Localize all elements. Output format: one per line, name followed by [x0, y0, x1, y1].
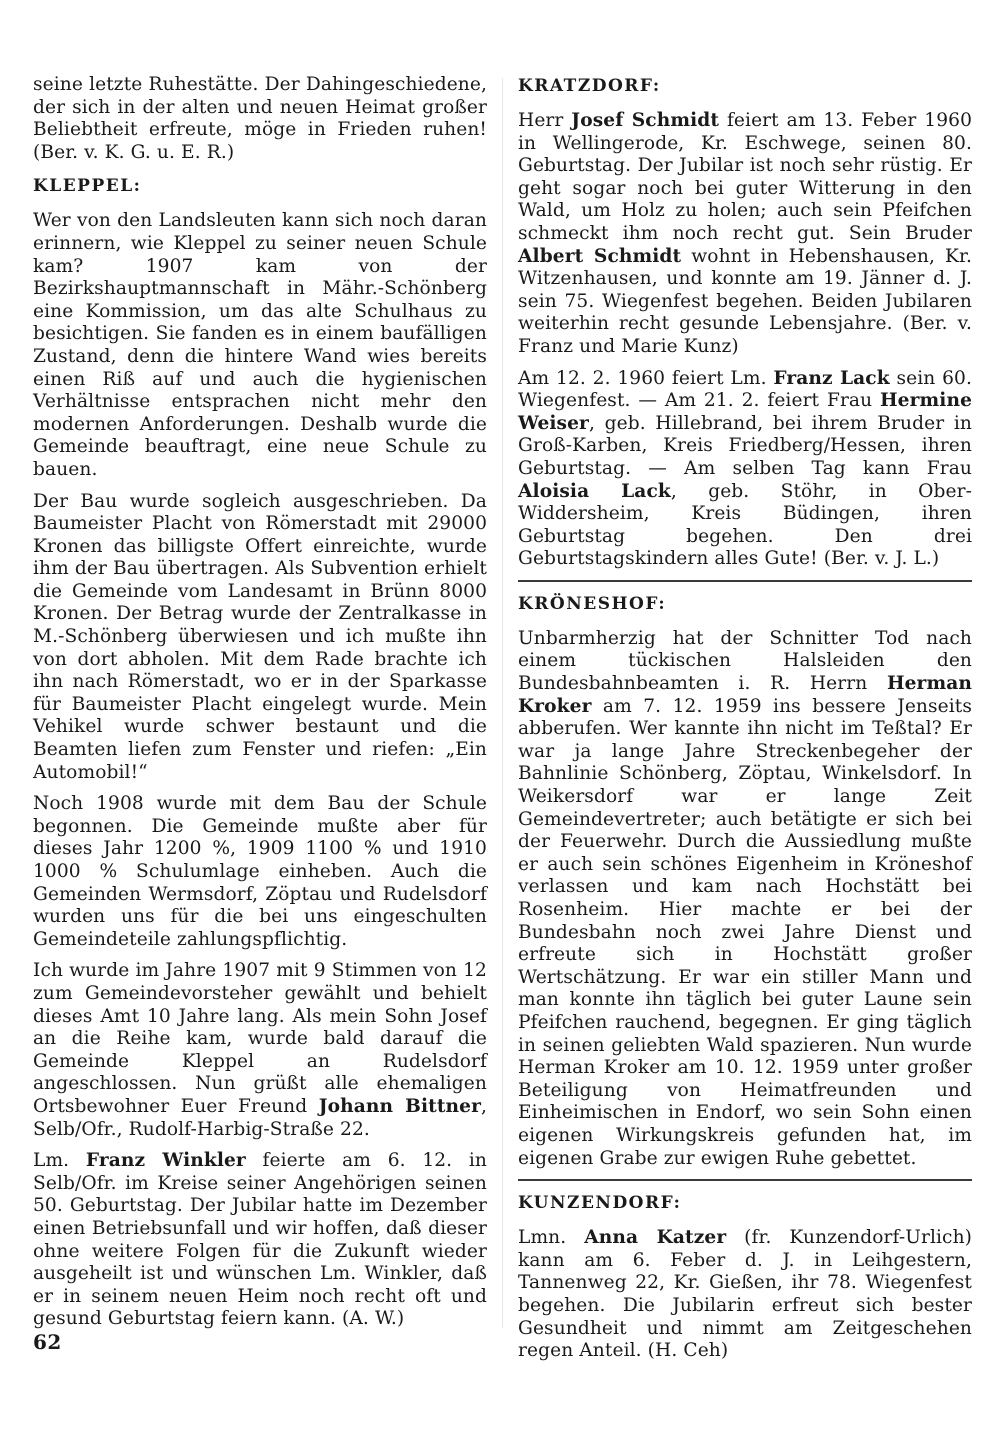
section-heading-kratzdorf: KRATZDORF:	[518, 76, 661, 96]
text-run: Lm.	[33, 1150, 86, 1172]
person-name: Herman Kroker	[518, 673, 972, 717]
person-name: Albert Schmidt	[518, 245, 682, 267]
person-name: Franz Lack	[773, 367, 890, 389]
text-run: sein 60. Wiegenfest. — Am 21. 2. feiert Frau	[518, 367, 972, 412]
kratzdorf-paragraph-2	[518, 368, 972, 571]
continued-paragraph: seine letzte Ruhestätte. Der Dahingeschiedene, der sich in der alten und neuen Heimat großer Beliebtheit erfreute, möge in Frieden ruhen! (Ber. v. K. G. u. E. R.)	[33, 74, 487, 163]
kratzdorf-paragraph-1	[518, 110, 972, 359]
text-run: Unbarmherzig hat der Schnitter Tod nach einem tückischen Halsleiden den Bundesbahnbeamten i. R. Herrn	[518, 627, 972, 695]
kunzendorf-paragraph-1	[518, 1227, 972, 1363]
text-run: , geb. Hillebrand, bei ihrem Bruder in Groß-Karben, Kreis Friedberg/Hessen, ihren Geburtstag. — Am selben Tag kann Frau	[518, 412, 972, 479]
text-run: (fr. Kunzendorf-Urlich) kann am 6. Feber d. J. in Leihgestern, Tannenweg 22, Kr. Gießen, ihr 78. Wiegenfest begehen. Die Jubilarin erfreut sich bester Gesundheit und nimmt am Zeitgeschehen regen Anteil. (H. Ceh)	[518, 1227, 973, 1362]
person-name: Hermine Weiser	[518, 390, 972, 434]
text-run: am 7. 12. 1959 ins bessere Jenseits abberufen. Wer kannte ihn nicht im Teßtal? Er war ja lange Jahre Streckenbegeher der Bahnlinie Schönberg, Zöptau, Winkelsdorf. In Weikersdorf war er lange Zeit Gemeindevertreter; auch betätigte er sich bei der Feuerwehr. Durch die Aussiedlung mußte er auch sein schönes Eigenheim in Kröneshof verlassen und kam nach Hochstätt bei Rosenheim. Hier machte er bei der Bundesbahn noch zwei Jahre Dienst und erfreute sich in Hochstätt großer Wertschätzung. Er war ein stiller Mann und man konnte ihn täglich bei guter Laune sein Pfeifchen rauchend, begegnen. Er ging täglich in seinen geliebten Wald spazieren. Nun wurde Herman Kroker am 10. 12. 1959 unter großer Beteiligung von Heimatfreunden und Einheimischen in Endorf, wo sein Sohn einen eigenen Wirkungskreis gefunden hat, im eigenen Grabe zur ewigen Ruhe gebettet.	[518, 695, 972, 1169]
person-name: Josef Schmidt	[571, 110, 720, 131]
text-run: , geb. Stöhr, in Ober-Widdersheim, Kreis Büdingen, ihren Geburtstag begehen. Den drei Geburtstagskindern alles Gute! (Ber. v. J. L.)	[518, 480, 972, 570]
section-divider	[518, 580, 972, 582]
text-run: Lmn.	[518, 1227, 585, 1249]
section-heading-kunzendorf: KUNZENDORF:	[518, 1193, 682, 1214]
kleppel-paragraph-3: Noch 1908 wurde mit dem Bau der Schule begonnen. Die Gemeinde mußte aber für dieses Jahr 1200 %, 1909 1100 % und 1910 1000 % Schulumlage einheben. Auch die Gemeinden Wermsdorf, Zöptau und Rudelsdorf wurden uns für die bei uns eingeschulten Gemeindeteile zahlungspflichtig.	[33, 793, 487, 950]
section-heading-kroeneshof: KRÖNESHOF:	[518, 593, 667, 614]
left-column	[33, 74, 487, 1340]
kroeneshof-paragraph-1	[518, 628, 972, 1170]
kleppel-paragraph-4	[33, 960, 487, 1141]
person-name: Aloisia Lack	[518, 480, 671, 502]
page-number: 62	[33, 1330, 62, 1354]
kleppel-paragraph-5	[33, 1150, 487, 1331]
text-run: feiert am 13. Feber 1960 in Wellingerode, Kr. Eschwege, seinen 80. Geburtstag. Der Jubilar ist noch sehr rüstig. Er geht sogar noch bei guter Witterung in den Wald, um Holz zu holen; auch sein Pfeifchen schmeckt ihm noch recht gut. Sein Bruder	[518, 110, 972, 244]
person-name: Franz Winkler	[85, 1150, 246, 1172]
person-name: Johann Bittner	[318, 1095, 481, 1117]
text-run: Am 12. 2. 1960 feiert Lm.	[518, 367, 774, 389]
right-column	[518, 74, 972, 1372]
text-run: Ich wurde im Jahre 1907 mit 9 Stimmen von 12 zum Gemeindevorsteher gewählt und behielt dieses Amt 10 Jahre lang. Als mein Sohn Josef an die Reihe kam, wurde bald darauf die Gemeinde Kleppel an Rudelsdorf angeschlossen. Nun grüßt alle ehemaligen Ortsbewohner Euer Freund	[33, 960, 487, 1117]
kleppel-paragraph-2: Der Bau wurde sogleich ausgeschrieben. Da Baumeister Placht von Römerstadt mit 29000 Kronen das billigste Offert einreichte, wurde ihm der Bau übertragen. Als Subvention erhielt die Gemeinde vom Landesamt in Brünn 8000 Kronen. Der Betrag wurde der Zentralkasse in M.-Schönberg überwiesen und ich mußte ihn von dort abholen. Mit dem Rade brachte ich ihn nach Römerstadt, wo er in der Sparkasse für Baumeister Placht eingelegt wurde. Mein Vehikel wurde schwer bestaunt und die Beamten liefen zum Fenster und riefen: „Ein Automobil!“	[33, 490, 487, 783]
text-run: wohnt in Hebenshausen, Kr. Witzenhausen, und konnte am 19. Jänner d. J. sein 75. Wiegenfest begehen. Beiden Jubilaren weiterhin recht gesunde Lebensjahre. (Ber. v. Franz und Marie Kunz)	[518, 245, 972, 357]
kleppel-paragraph-1: Wer von den Landsleuten kann sich noch daran erinnern, wie Kleppel zu seiner neuen Schule kam? 1907 kam von der Bezirkshauptmannschaft in Mähr.-Schönberg eine Kommission, um das alte Schulhaus zu besichtigen. Sie fanden es in einem baufälligen Zustand, denn die hintere Wand wies bereits einen Riß auf und auch die hygienischen Verhältnisse entsprachen nicht mehr den modernen Anforderungen. Deshalb wurde die Gemeinde beauftragt, eine neue Schule zu bauen.	[33, 210, 487, 480]
person-name: Anna Katzer	[584, 1227, 727, 1249]
section-divider	[518, 1179, 972, 1181]
text-run: feierte am 6. 12. in Selb/Ofr. im Kreise seiner Angehörigen seinen 50. Geburtstag. Der Jubilar hatte im Dezember einen Betriebsunfall und wir hoffen, daß dieser ohne weitere Folgen für die Zukunft wieder ausgeheilt ist und wünschen Lm. Winkler, daß er in seinem neuen Heim noch recht oft und gesund Geburtstag feiern kann. (A. W.)	[33, 1150, 487, 1330]
section-heading-kleppel: KLEPPEL:	[33, 176, 142, 197]
text-run: , Selb/Ofr., Rudolf-Harbig-Straße 22.	[33, 1095, 487, 1140]
text-run: Herr	[518, 110, 572, 131]
